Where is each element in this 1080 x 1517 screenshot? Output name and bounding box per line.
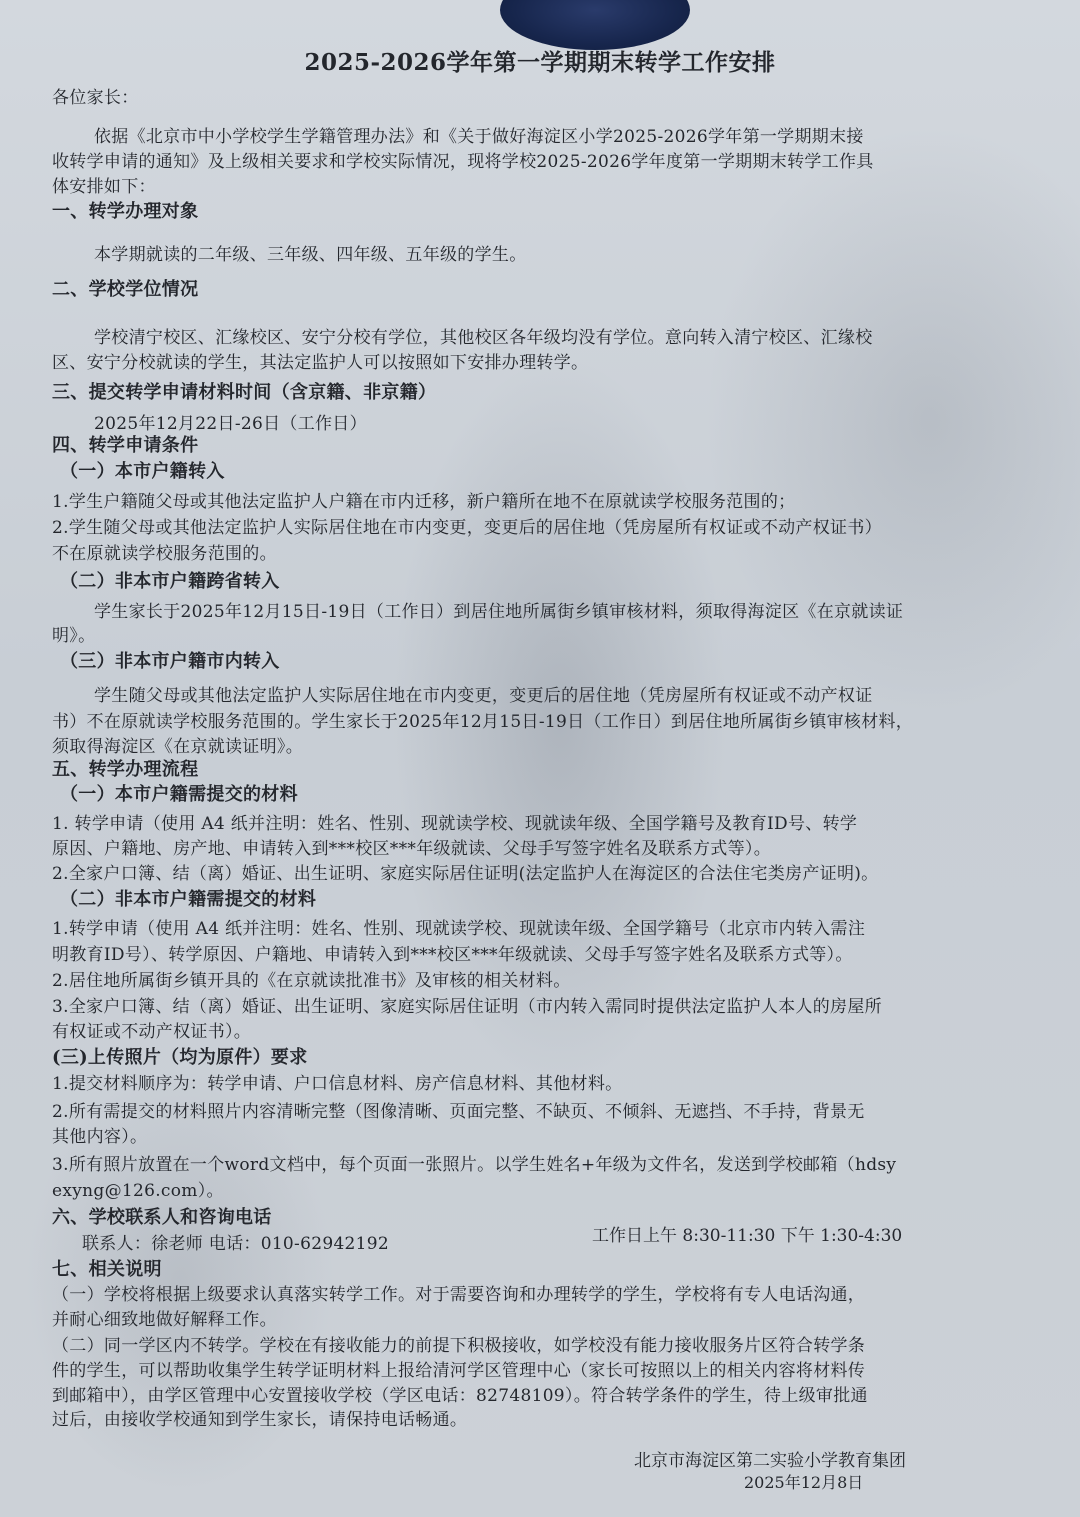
paragraph-line: 有权证或不动产权证书）。 <box>52 1022 252 1042</box>
paragraph-line: 2.学生随父母或其他法定监护人实际居住地在市内变更，变更后的居住地（凭房屋所有权证或不动产权证书） <box>52 518 882 538</box>
section-heading: 四、转学申请条件 <box>52 435 199 456</box>
paragraph-line: 原因、户籍地、房产地、申请转入到***校区***年级就读、父母手写签字姓名及联系方式等）。 <box>52 839 771 859</box>
section-heading: 六、学校联系人和咨询电话 <box>52 1207 272 1228</box>
page-title: 2025-2026学年第一学期期末转学工作安排 <box>304 49 776 76</box>
paragraph-line: 学生家长于2025年12月15日-19日（工作日）到居住地所属街乡镇审核材料，须取得海淀区《在京就读证 <box>94 602 904 622</box>
office-hours: 工作日上午 8:30-11:30 下午 1:30-4:30 <box>592 1226 903 1246</box>
section-heading: 一、转学办理对象 <box>52 201 199 222</box>
subsection-heading: （一）本市户籍转入 <box>60 461 225 482</box>
paragraph-line: 书）不在原就读学校服务范围的。学生家长于2025年12月15日-19日（工作日）到居住地所属街乡镇审核材料， <box>52 712 914 732</box>
push-pin <box>500 0 690 50</box>
subsection-heading: (三)上传照片（均为原件）要求 <box>52 1047 308 1068</box>
paragraph-line: 2.居住地所属街乡镇开具的《在京就读批准书》及审核的相关材料。 <box>52 971 571 991</box>
section-heading: 三、提交转学申请材料时间（含京籍、非京籍） <box>52 382 437 403</box>
paragraph-line: （二）同一学区内不转学。学校在有接收能力的前提下积极接收，如学校没有能力接收服务片区符合转学条 <box>52 1336 866 1356</box>
paragraph-line: 本学期就读的二年级、三年级、四年级、五年级的学生。 <box>94 245 527 265</box>
salutation: 各位家长： <box>52 88 139 108</box>
subsection-heading: （三）非本市户籍市内转入 <box>60 651 280 672</box>
paragraph-line: 学生随父母或其他法定监护人实际居住地在市内变更，变更后的居住地（凭房屋所有权证或不动产权证 <box>94 686 873 706</box>
section-heading: 二、学校学位情况 <box>52 279 199 300</box>
paragraph-line: 其他内容）。 <box>52 1127 148 1147</box>
paragraph-line: 并耐心细致地做好解释工作。 <box>52 1310 277 1330</box>
paragraph-line: 2025年12月22日-26日（工作日） <box>94 414 367 434</box>
paragraph-line: （一）学校将根据上级要求认真落实转学工作。对于需要咨询和办理转学的学生，学校将有专人电话沟通， <box>52 1285 866 1305</box>
paragraph-line: 件的学生，可以帮助收集学生转学证明材料上报给清河学区管理中心（家长可按照以上的相关内容将材料传 <box>52 1361 866 1381</box>
section-heading: 五、转学办理流程 <box>52 759 199 780</box>
paragraph-line: 学校清宁校区、汇缘校区、安宁分校有学位，其他校区各年级均没有学位。意向转入清宁校区、汇缘校 <box>94 328 873 348</box>
section-heading: 七、相关说明 <box>52 1259 162 1280</box>
paragraph-line: 1.学生户籍随父母或其他法定监护人户籍在市内迁移，新户籍所在地不在原就读学校服务范围的； <box>52 492 796 512</box>
paragraph-line: 收转学申请的通知》及上级相关要求和学校实际情况，现将学校2025-2026学年度第一学期期末转学工作具 <box>52 152 874 172</box>
paragraph-line: 1.提交材料顺序为：转学申请、户口信息材料、房产信息材料、其他材料。 <box>52 1074 623 1094</box>
paragraph-line: 1.转学申请（使用 A4 纸并注明：姓名、性别、现就读学校、现就读年级、全国学籍号（北京市内转入需注 <box>52 919 866 939</box>
subsection-heading: （二）非本市户籍需提交的材料 <box>60 889 317 910</box>
paragraph-line: 3.全家户口簿、结（离）婚证、出生证明、家庭实际居住证明（市内转入需同时提供法定监护人本人的房屋所 <box>52 997 882 1017</box>
paragraph-line: 2.全家户口簿、结（离）婚证、出生证明、家庭实际居住证明(法定监护人在海淀区的合法住宅类房产证明)。 <box>52 864 879 884</box>
paragraph-line: 3.所有照片放置在一个word文档中，每个页面一张照片。以学生姓名+年级为文件名，发送到学校邮箱（hdsy <box>52 1155 897 1175</box>
email-line: exyng@126.com）。 <box>52 1181 224 1201</box>
paragraph-line: 须取得海淀区《在京就读证明》。 <box>52 737 303 757</box>
paragraph-line: 依据《北京市中小学校学生学籍管理办法》和《关于做好海淀区小学2025-2026学年第一学期期末接 <box>94 127 864 147</box>
subsection-heading: （二）非本市户籍跨省转入 <box>60 571 280 592</box>
paragraph-line: 明教育ID号）、转学原因、户籍地、申请转入到***校区***年级就读、父母手写签字姓名及联系方式等）。 <box>52 945 853 965</box>
paragraph-line: 1. 转学申请（使用 A4 纸并注明：姓名、性别、现就读学校、现就读年级、全国学籍号及教育ID号、转学 <box>52 814 858 834</box>
paragraph-line: 2.所有需提交的材料照片内容清晰完整（图像清晰、页面完整、不缺页、不倾斜、无遮挡、不手持，背景无 <box>52 1102 865 1122</box>
paragraph-line: 区、安宁分校就读的学生，其法定监护人可以按照如下安排办理转学。 <box>52 353 589 373</box>
subsection-heading: （一）本市户籍需提交的材料 <box>60 784 298 805</box>
paragraph-line: 不在原就读学校服务范围的。 <box>52 544 277 564</box>
paragraph-line: 明》。 <box>52 626 96 646</box>
signature-organization: 北京市海淀区第二实验小学教育集团 <box>634 1451 906 1471</box>
paragraph-line: 过后，由接收学校通知到学生家长，请保持电话畅通。 <box>52 1410 468 1430</box>
signature-date: 2025年12月8日 <box>744 1473 864 1492</box>
paragraph-line: 体安排如下： <box>52 177 156 197</box>
contact-line: 联系人：徐老师 电话：010-62942192 <box>82 1234 390 1254</box>
paragraph-line: 到邮箱中），由学区管理中心安置接收学校（学区电话：82748109）。符合转学条件的学生，待上级审批通 <box>52 1386 868 1406</box>
